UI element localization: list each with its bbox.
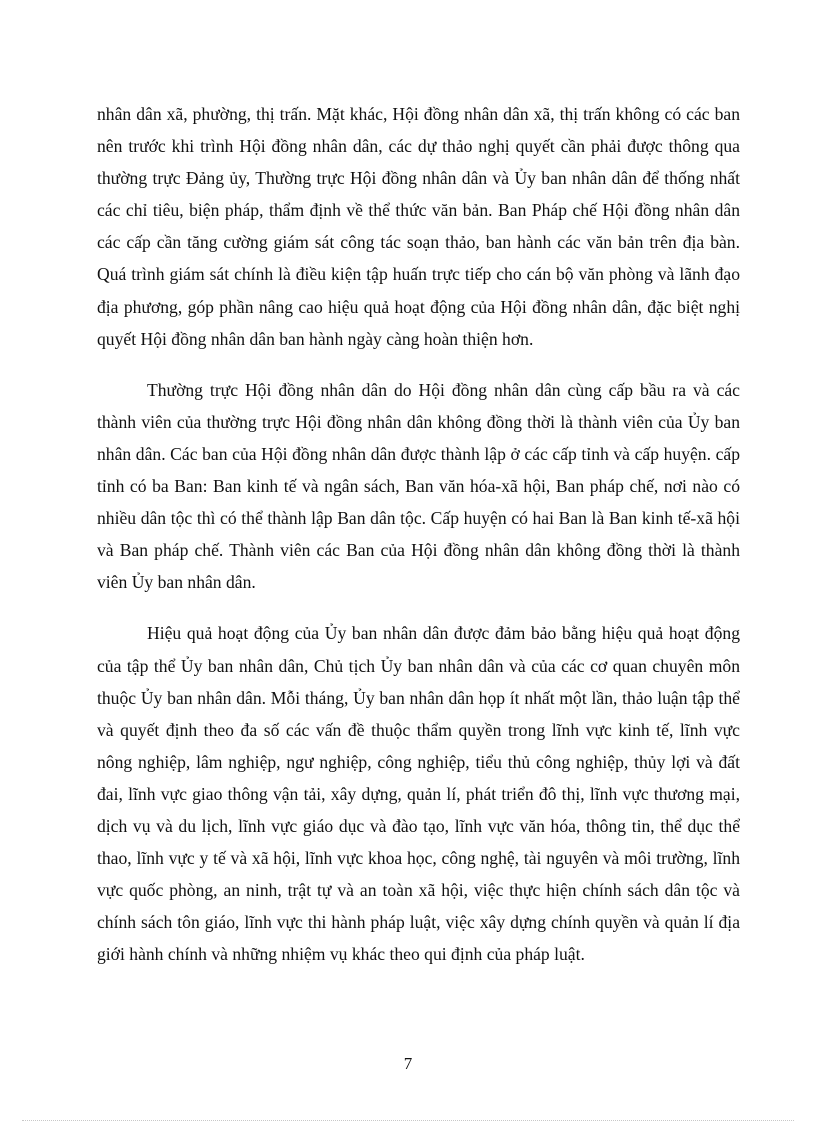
paragraph-continuation: nhân dân xã, phường, thị trấn. Mặt khác, Hội đồng nhân dân xã, thị trấn không có các ban nên trước khi trình Hội đồng nhân dân, các dự thảo nghị quyết cần phải được thông qua thường trực Đảng ủy, Thường trực Hội đồng nhân dân và Ủy ban nhân dân để thống nhất các chỉ tiêu, biện pháp, thẩm định về thể thức văn bản. Ban Pháp chế Hội đồng nhân dân các cấp cần tăng cường giám sát công tác soạn thảo, ban hành các văn bản trên địa bàn. Quá trình giám sát chính là điều kiện tập huấn trực tiếp cho cán bộ văn phòng và lãnh đạo địa phương, góp phần nâng cao hiệu quả hoạt động của Hội đồng nhân dân, đặc biệt nghị quyết Hội đồng nhân dân ban hành ngày càng hoàn thiện hơn. <box>97 104 740 349</box>
footer-divider <box>22 1120 794 1121</box>
paragraph-peoples-committee: Hiệu quả hoạt động của Ủy ban nhân dân được đảm bảo bằng hiệu quả hoạt động của tập thể Ủy ban nhân dân, Chủ tịch Ủy ban nhân dân và của các cơ quan chuyên môn thuộc Ủy ban nhân dân. Mỗi tháng, Ủy ban nhân dân họp ít nhất một lần, thảo luận tập thể và quyết định theo đa số các vấn đề thuộc thẩm quyền trong lĩnh vực kinh tế, lĩnh vực nông nghiệp, lâm nghiệp, ngư nghiệp, công nghiệp, tiểu thủ công nghiệp, thủy lợi và đất đai, lĩnh vực giao thông vận tải, xây dựng, quản lí, phát triển đô thị, lĩnh vực thương mại, dịch vụ và du lịch, lĩnh vực giáo dục và đào tạo, lĩnh vực văn hóa, thông tin, thể dục thể thao, lĩnh vực y tế và xã hội, lĩnh vực khoa học, công nghệ, tài nguyên và môi trường, lĩnh vực quốc phòng, an ninh, trật tự và an toàn xã hội, việc thực hiện chính sách dân tộc và chính sách tôn giáo, lĩnh vực thi hành pháp luật, việc xây dựng chính quyền và quản lí địa giới hành chính và những nhiệm vụ khác theo qui định của pháp luật. <box>97 623 740 965</box>
paragraph-standing-committee: Thường trực Hội đồng nhân dân do Hội đồng nhân dân cùng cấp bầu ra và các thành viên của thường trực Hội đồng nhân dân không đồng thời là thành viên của Ủy ban nhân dân. Các ban của Hội đồng nhân dân được thành lập ở các cấp tỉnh và cấp huyện. cấp tỉnh có ba Ban: Ban kinh tế và ngân sách, Ban văn hóa-xã hội, Ban pháp chế, nơi nào có nhiều dân tộc thì có thể thành lập Ban dân tộc. Cấp huyện có hai Ban là Ban kinh tế-xã hội và Ban pháp chế. Thành viên các Ban của Hội đồng nhân dân không đồng thời là thành viên Ủy ban nhân dân. <box>97 379 740 593</box>
document-body <box>97 98 740 970</box>
page-number: 7 <box>403 1054 413 1073</box>
